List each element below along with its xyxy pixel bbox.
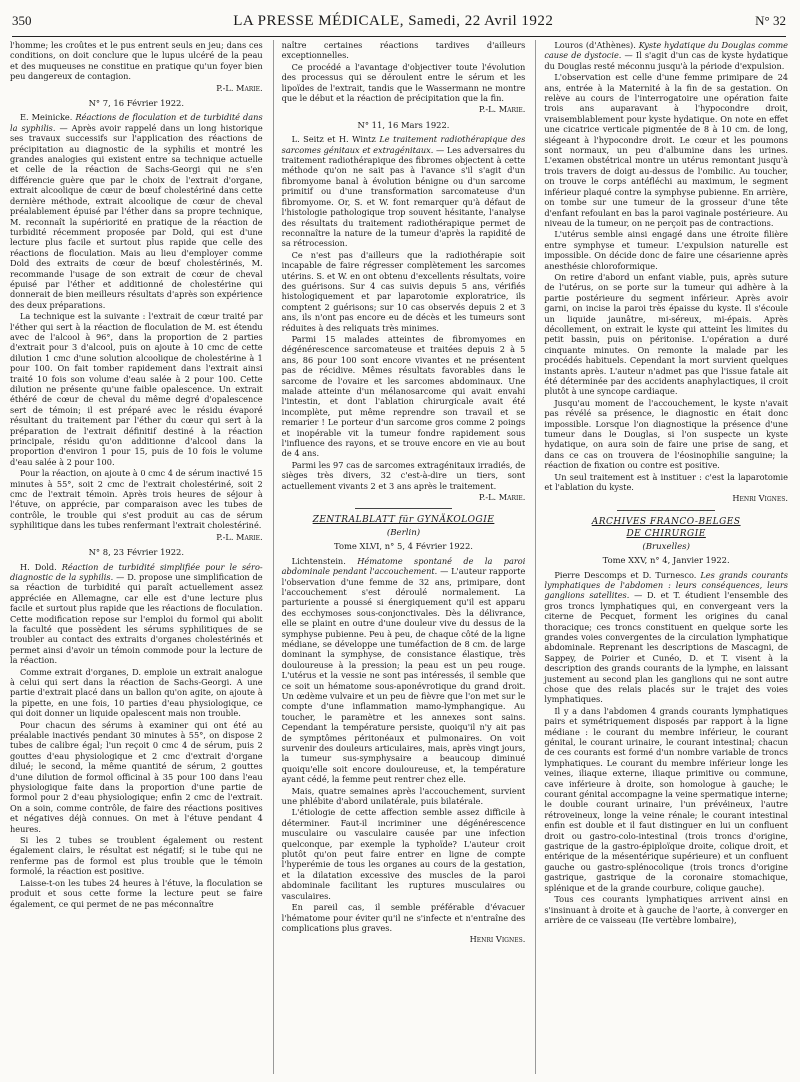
author: H. Dold. [20,561,57,572]
author: L. Seitz et H. Wintz [291,134,376,145]
paragraph: Pour la réaction, on ajoute à 0 cmc 4 de sérum inactivé 15 minutes à 55°, soit 2 cmc de l'extrait cholestériné, soit 2 cmc de l'extrait témoin. Après trois heures de séjour à l'étuve, on apprécie, par comparaison avec les tubes de contrôle, le trouble qui s'est produit au cas de sérum syphilitique dans les tubes renfermant l'extrait cholestériné. [10,468,263,531]
paragraph: naître certaines réactions tardives d'ailleurs exceptionnelles. [281,40,526,61]
signature: Henri Vignes. [732,493,788,504]
journal-tome: Tome XXV, n° 4, Janvier 1922. [602,555,730,566]
note-date: N° 11, 16 Mars 1922. [357,119,450,130]
paragraph: Parmi les 97 cas de sarcomes extragénitaux irradiés, de sièges très divers, 32 c'est-à-dire un tiers, sont actuellement vivants 2 et 3 ans après le traitement. [281,459,526,491]
abstract-descomps-turnesco [544,570,788,705]
paragraph: l'homme; les croûtes et le pus entrent seuls en jeu; dans ces conditions, on doit conclure que le lupus ulcéré de la peau et des muqueuses ne constitue en pratique qu'un foyer bien peu dangereux de contagion. [10,40,263,82]
paragraph: Laisse-t-on les tubes 24 heures à l'étuve, la floculation se produit et sous cette forme la lecture peut se faire également, ce qui permet de ne pas méconnaître [10,877,263,909]
note-date: N° 7, 16 Février 1922. [88,98,185,109]
abstract-text: — L'auteur rapporte l'observation d'une femme de 32 ans, primipare, dont l'accouchement s'est déroulé normalement. La parturiente a poussé si énergiquement qu'il est apparu des ecchymoses sous-conjonctivales. Dès la délivrance, elle se plaint en outre d'une douleur vive du dessus de la symphyse pubienne. Peu à peu, de chaque côté de la ligne médiane, se développe une tuméfaction de 8 cm. de large dominant la symphyse, de consistance élastique, très douloureuse à la pression; la peau est un peu rouge. L'utérus et la vessie ne sont pas intéressés, il semble que ce soit un hématome sous-aponévrotique du grand droit. Un œdème vulvaire et un peu de fièvre que l'on met sur le compte d'une inflammation mamo-lymphangique. Au toucher, le paramètre et les annexes sont sains. Cependant la température persiste, quoiqu'il n'y ait pas de symptômes péritonéaux et pulmonaires. On voit survenir des douleurs articulaires, mais, après vingt jours, la tumeur sus-symphysaire a beaucoup diminué quoiqu'elle soit encore douloureuse, et, la température ayant cédé, la femme peut rentrer chez elle. [281,566,526,785]
abstract-text: — D. et T. étudient l'ensemble des gros troncs lymphatiques qui, en convergeant vers la citerne de Pecquet, forment les origines du canal thoracique; ces troncs constituent en quelque sorte les grandes voies convergentes de la circulation lymphatique abdominale. Reprenant les descriptions de Mascagni, de Sappey, de Poirier et Cunéo, D. et T. visent à la description des grands courants de la lymphe, en laissant justement au second plan les ganglions qui ne sont autre chose que des relais placés sur le trajet des voies lymphatiques. [544,590,788,705]
paragraph: Jusqu'au moment de l'accouchement, le kyste n'avait pas révélé sa présence, le diagnostic en était donc impossible. Lorsque l'on diagnostique la présence d'une tumeur dans le Douglas, si l'on suspecte un kyste hydatique, on aura soin de faire une prise de sang, et dans ce cas on trouvera de l'éosinophilie sanguine; la réaction de fixation ou contre est positive. [544,397,788,471]
journal-heading: ARCHIVES FRANCO-BELGES [591,516,741,527]
paragraph: Si les 2 tubes se troublent également ou restent également clairs, le résultat est négatif; si le tube qui ne renferme pas de formol est plus trouble que le témoin formolé, la réaction est positive. [10,835,263,877]
author: Pierre Descomps et D. Turnesco. [554,569,697,580]
article-title: Hématome spontané de la paroi abdominale pendant l'accouchement. [281,555,526,577]
paragraph: Tous ces courants lymphatiques arrivent ainsi en s'insinuant à droite et à gauche de l'aorte, à converger en arrière de ce vaisseau (IIe vertèbre lombaire), [544,894,788,925]
abstract-meinicke [10,112,263,310]
column-3 [535,40,788,1074]
abstract-text: — Il s'agit d'un cas de kyste hydatique du Douglas resté méconnu jusqu'à la période d'expulsion. [544,50,788,71]
paragraph: L'utérus semble ainsi engagé dans une étroite filière entre symphyse et tumeur. L'expulsion naturelle est impossible. On décide donc de faire une césarienne après anesthésie chloroformique. [544,229,788,271]
abstract-text: — Après avoir rappelé dans un long historique ses travaux successifs sur l'application des réactions de précipitation au diagnostic de la syphilis et montré les grandes analogies qui existent entre sa technique actuelle et celle de la réaction de Sachs-Georgi qui ne s'en différencie guère que par le choix de l'extrait d'organe, extrait alcoolique de cœur de bœuf cholestériné dans cette dernière méthode, extrait alcoolique de cœur de cheval préalablement épuisé par l'éther dans sa propre technique, M. reconnaît la supériorité en pratique de la réaction de turbidité récemment proposée par Dold, qui est d'une lecture plus facile et surtout plus rapide que celle des réactions de floculation. Mais au lieu d'employer comme Dold des extraits de cœur de bœuf cholestérinés, M. recommande l'usage de son extrait de cœur de cheval épuisé par l'éther et additionné de cholestérine qui donnerait de bien meilleurs résultats d'après son expérience des deux préparations. [10,122,263,310]
journal-title: LA PRESSE MÉDICALE, Samedi, 22 Avril 1922 [233,12,554,29]
article-columns [10,40,788,1074]
article-title: Kyste hydatique du Douglas comme cause de dystocie. [544,40,788,61]
issue-number: N° 32 [755,13,786,28]
signature: P.-L. Marie. [478,104,526,115]
article-title: Le traitement radiothérapique des sarcomes génitaux et extragénitaux. [281,134,526,155]
article-title: Réaction de turbidité simplifiée pour le séro-diagnostic de la syphilis. [10,561,263,582]
page-number: 350 [12,13,32,28]
abstract-lichtenstein [282,556,526,785]
abstract-text: — Les adversaires du traitement radiothérapique des fibromes objectent à cette méthode qu'on ne sait pas à l'avance s'il s'agit d'un fibromyome banal à évolution bénigne ou d'un sarcome primitif ou d'une transformation sarcomateuse d'un fibromyome. Or, S. et W. font remarquer qu'à défaut de l'histologie pathologique trop souvent hésitante, l'analyse des résultats du traitement radiothérapique permet de reconnaître la nature de la tumeur d'après la rapidité de sa rétrocession. [281,144,526,249]
journal-heading: ZENTRALBLATT für GYNÄKOLOGIE [312,515,495,526]
paragraph: On retire d'abord un enfant viable, puis, après suture de l'utérus, on se porte sur la tumeur qui adhère à la partie postérieure du segment inférieur. Après avoir garni, on incise la paroi très épaisse du kyste. Il s'écoule un liquide jaunâtre, mi-séreux, mi-épais. Après décollement, on extrait le kyste qui atteint les limites du petit bassin, puis on péritonise. L'opération a duré cinquante minutes. On remonte la malade par les procédés habituels. Cependant la mort survient quelques instants après. L'auteur n'admet pas que l'issue fatale ait été déterminée par des accidents anaphylactiques, il croit plutôt à une syncope cardiaque. [544,271,788,397]
journal-city: (Bruxelles) [642,541,690,552]
journal-tome: Tome XLVI, n° 5, 4 Février 1922. [334,541,473,552]
paragraph: Mais, quatre semaines après l'accouchement, survient une phlébite d'abord unilatérale, puis bilatérale. [281,785,526,807]
author: Lichtenstein. [291,555,346,566]
author: E. Meinicke. [20,112,73,123]
journal-heading-line2: DE CHIRURGIE [626,529,706,540]
paragraph: Ce procédé a l'avantage d'objectiver toute l'évolution des processus qui se déroulent entre le sérum et les lipoïdes de l'extrait, tandis que le Wassermann ne montre que le début et la réaction de précipitation que la fin. [281,61,526,104]
signature: Henri Vignes. [469,934,526,945]
abstract-louros [544,40,788,71]
abstract-seitz-wintz [282,134,526,248]
signature: P.-L. Marie. [478,492,526,503]
signature: P.-L. Marie. [216,82,263,93]
note-date: N° 8, 23 Février 1922. [88,547,185,558]
paragraph: La technique est la suivante : l'extrait de cœur traité par l'éther qui sert à la réaction de floculation de M. est étendu avec de l'alcool à 96°, dans la proportion de 2 parties d'extrait pour 3 d'alcool, puis on ajoute à 10 cmc de cette dilution 1 cmc d'une solution alcoolique de cholestérine à 1 pour 100. On fait tomber rapidement dans l'extrait ainsi traité 10 fois son volume d'eau salée à 2 pour 100. Cette dilution ne présente qu'une faible opalescence. Un extrait éthéré de cœur de cheval du même degré d'opalescence sert de témoin; il est préparé avec le résidu évaporé résultant du traitement par l'éther du cœur qui sert à la préparation de l'extrait définitif destiné à la réaction principale, résidu qu'on additionne d'alcool dans la proportion d'environ 1 pour 15, puis de 10 fois le volume d'eau salée à 2 pour 100. [10,311,263,467]
paragraph: Ce n'est pas d'ailleurs que la radiothérapie soit incapable de faire régresser complètement les sarcomes utérins. S. et W. en ont obtenu d'excellents résultats, voire des guérisons. Sur 4 cas suivis depuis 5 ans, vérifiés histologiquement et par laparotomie exploratrice, ils comptent 2 guérisons; sur 10 cas observés depuis 2 et 3 ans, ils n'ont pas encore eu de décès et les tumeurs sont réduites à des reliquats très minimes. [281,249,526,333]
abstract-dold [10,562,263,666]
paragraph: L'observation est celle d'une femme primipare de 24 ans, entrée à la Maternité à la fin de sa gestation. On relève au cours de l'interrogatoire une opération faite trois ans auparavant à l'hypocondre droit, vraisemblablement pour kyste hydatique. On note en effet une cicatrice verticale pigmentée de 8 à 10 cm. de long, siégeant à l'hypocondre droit. Le cœur et les poumons sont normaux, un peu d'albumine dans les urines. L'examen obstétrical montre un utérus remontant jusqu'à trois travers de doigt au-dessus de l'ombilic. Au toucher, on trouve le corps antéfléchi au maximum, le segment inférieur plaqué contre la symphyse pubienne. En arrière, on tombe sur une tumeur de la grosseur d'une tête d'enfant refoulant en bas la paroi vaginale postérieure. Au niveau de la tumeur, on ne perçoit pas de contractions. [544,72,788,228]
paragraph: L'étiologie de cette affection semble assez difficile à déterminer. Faut-il incriminer une dégénérescence musculaire ou vasculaire causée par une infection quelconque, par exemple la typhoïde? L'auteur croit plutôt qu'on peut faire entrer en ligne de compte l'hyperémie de tous les organes au cours de la gestation, et la dilatation excessive des muscles de la paroi abdominale facilitant les ruptures musculaires ou vasculaires. [281,807,526,901]
paragraph: Un seul traitement est à instituer : c'est la laparotomie et l'ablation du kyste. [544,471,788,493]
paragraph: Parmi 15 malades atteintes de fibromyomes en dégénérescence sarcomateuse et traitées depuis 2 à 5 ans, 86 pour 100 sont encore vivantes et ne présentent pas de récidive. Mêmes résultats favorables dans le sarcome de l'ovaire et les sarcomes abdominaux. Une malade atteinte d'un mélanosarcome qui avait envahi l'intestin, et dont l'ablation chirurgicale avait été incomplète, put même reprendre son travail et se remarier ! Le porteur d'un sarcome gros comme 2 poings et inopérable vit la tumeur fondre rapidement sous l'influence des rayons, et se trouve encore en vie au bout de 4 ans. [281,333,526,459]
paragraph: Comme extrait d'organes, D. emploie un extrait analogue à celui qui sert dans la réaction de Sachs-Georgi. A une partie d'extrait placé dans un ballon qu'on agite, on ajoute à la pipette, en une fois, 10 parties d'eau physiologique, ce qui doit donner un liquide opalescent mais non trouble. [10,666,263,719]
column-2 [273,40,526,1074]
column-1 [10,40,263,1074]
page-header [12,6,786,37]
article-title: Réactions de floculation et de turbidité dans la syphilis. [10,112,263,133]
paragraph: En pareil cas, il semble préférable d'évacuer l'hématome pour éviter qu'il ne s'infecte et n'entraîne des complications plus graves. [281,902,526,933]
paragraph: Il y a dans l'abdomen 4 grands courants lymphatiques pairs et symétriquement disposés par rapport à la ligne médiane : le courant du membre inférieur, le courant génital, le courant urinaire, le courant intestinal; chacun de ces courants est formé d'un nombre variable de troncs lymphatiques. Le courant du membre inférieur longe les veines, iliaque externe, iliaque primitive ou commune, cave inférieure à droite, son homologue à gauche; le courant génital accompagne la veine spermatique interne; le double courant urinaire, l'un prévéineux, l'autre rétroveineux, longe la veine rénale; le courant intestinal enfin est double et il faut distinguer en lui un confluent droit ou gastro-colo-intestinal (trois troncs d'origine, gastrique de la gastro-épiploïque droite, colique droit, et entérique de la mésentérique supérieure) et un confluent gauche ou gastro-splénocolique (trois troncs d'origine gastrique, gastrique de la coronaire stomachique, splénique et de la grande courbure, colique gauche). [544,705,788,893]
section-divider [355,508,452,509]
abstract-text: — D. propose une simplification de sa réaction de turbidité qui paraît actuellement assez appréciée en Allemagne, car elle est d'une lecture plus facile et surtout plus rapide que les réactions de floculation. Cette modification repose sur l'emploi du formol qui abolit la faculté que possèdent les sérums syphilitiques de se troubler au contact des extraits d'organes cholestérinés et permet ainsi d'avoir un témoin commode pour la lecture de la réaction. [10,571,263,666]
paragraph: Pour chacun des sérums à examiner qui ont été au préalable inactivés pendant 30 minutes à 55°, on dispose 2 tubes de calibre égal; l'un reçoit 0 cmc 4 de sérum, puis 2 gouttes d'eau physiologique et 2 cmc d'extrait d'organe dilué; le second, la même quantité de sérum, 2 gouttes d'une dilution de formol officinal à 35 pour 100 dans l'eau physiologique faite dans la proportion d'une partie de formol pour 2 d'eau physiologique; enfin 2 cmc de l'extrait. On a soin, comme contrôle, de faire des réactions positives et négatives déjà connues. On met à l'étuve pendant 4 heures. [10,719,263,834]
article-title: Les grands courants lymphatiques de l'abdomen : leurs conséquences, leurs ganglions satellites. [544,569,788,601]
section-divider [617,510,714,511]
journal-city: (Berlin) [386,527,421,538]
author: Louros (d'Athènes). [554,40,636,50]
signature: P.-L. Marie. [216,531,263,542]
